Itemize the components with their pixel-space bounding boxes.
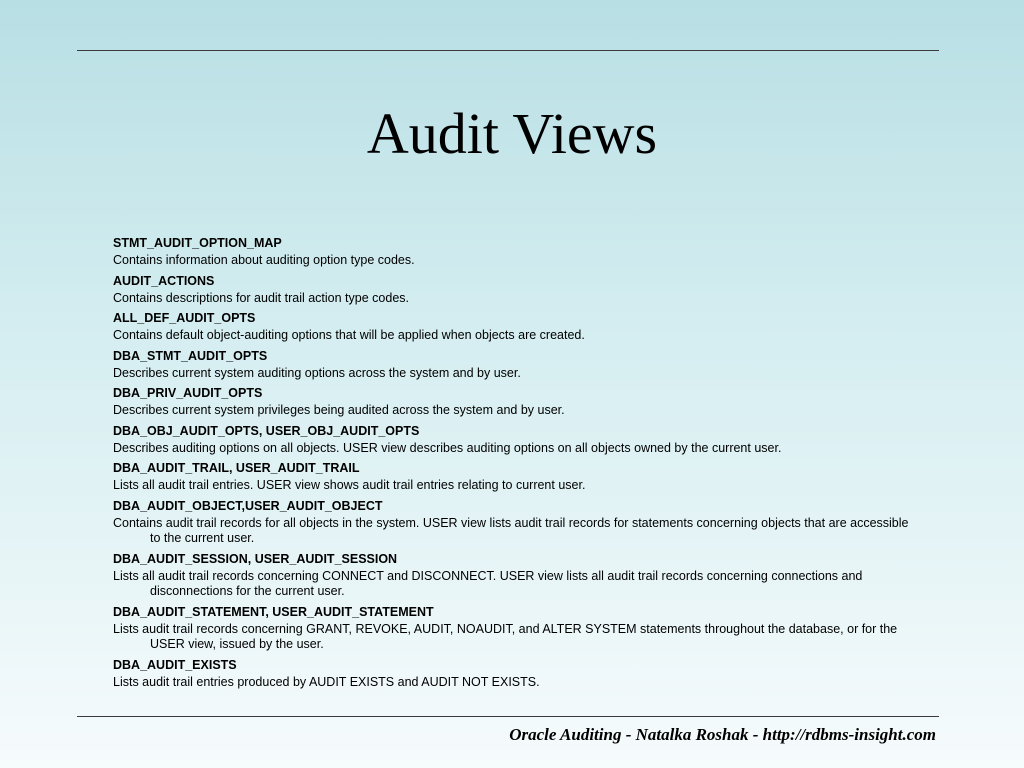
view-description: Contains information about auditing option type codes. bbox=[113, 253, 415, 267]
view-name: DBA_AUDIT_EXISTS bbox=[113, 657, 237, 672]
view-description: Lists audit trail records concerning GRANT, REVOKE, AUDIT, NOAUDIT, and ALTER SYSTEM statements throughout the database, or for the USER view, issued by the user. bbox=[113, 621, 898, 651]
view-name: DBA_AUDIT_TRAIL, USER_AUDIT_TRAIL bbox=[113, 461, 360, 475]
view-name: DBA_AUDIT_SESSION, USER_AUDIT_SESSION bbox=[113, 551, 398, 566]
list-item bbox=[113, 603, 913, 656]
view-description: Lists all audit trail records concerning CONNECT and DISCONNECT. USER view lists all audit trail records concerning connections and disconnections for the current user. bbox=[113, 568, 863, 598]
list-item bbox=[113, 309, 913, 347]
view-name: AUDIT_ACTIONS bbox=[113, 273, 215, 288]
list-item bbox=[113, 550, 913, 603]
slide-footer: Oracle Auditing - Natalka Roshak - http://rdbms-insight.com bbox=[509, 725, 936, 744]
list-item bbox=[113, 234, 913, 272]
view-description: Contains descriptions for audit trail action type codes. bbox=[113, 290, 409, 305]
view-description: Lists audit trail entries produced by AUDIT EXISTS and AUDIT NOT EXISTS. bbox=[113, 674, 540, 689]
bottom-divider bbox=[77, 716, 939, 717]
view-description: Describes auditing options on all objects. USER view describes auditing options on all objects owned by the current user. bbox=[113, 440, 782, 455]
view-description: Contains audit trail records for all objects in the system. USER view lists audit trail records for statements concerning objects that are accessible to the current user. bbox=[113, 515, 909, 545]
view-name: DBA_PRIV_AUDIT_OPTS bbox=[113, 386, 263, 400]
view-name: ALL_DEF_AUDIT_OPTS bbox=[113, 311, 256, 325]
view-name: STMT_AUDIT_OPTION_MAP bbox=[113, 236, 282, 250]
view-description: Lists all audit trail entries. USER view shows audit trail entries relating to current user. bbox=[113, 478, 586, 492]
top-divider bbox=[77, 50, 939, 51]
view-name: DBA_STMT_AUDIT_OPTS bbox=[113, 348, 268, 363]
slide-title: Audit Views bbox=[366, 101, 658, 166]
list-item bbox=[113, 497, 913, 550]
list-item bbox=[113, 656, 913, 694]
audit-view-list bbox=[113, 234, 913, 693]
list-item bbox=[113, 459, 913, 497]
view-name: DBA_AUDIT_OBJECT,USER_AUDIT_OBJECT bbox=[113, 498, 383, 513]
list-item bbox=[113, 422, 913, 460]
view-name: DBA_AUDIT_STATEMENT, USER_AUDIT_STATEMENT bbox=[113, 604, 434, 619]
list-item bbox=[113, 384, 913, 422]
view-description: Describes current system privileges being audited across the system and by user. bbox=[113, 403, 565, 417]
list-item bbox=[113, 272, 913, 310]
view-name: DBA_OBJ_AUDIT_OPTS, USER_OBJ_AUDIT_OPTS bbox=[113, 423, 420, 438]
list-item bbox=[113, 347, 913, 385]
view-description: Contains default object-auditing options that will be applied when objects are created. bbox=[113, 328, 585, 342]
view-description: Describes current system auditing options across the system and by user. bbox=[113, 365, 521, 380]
